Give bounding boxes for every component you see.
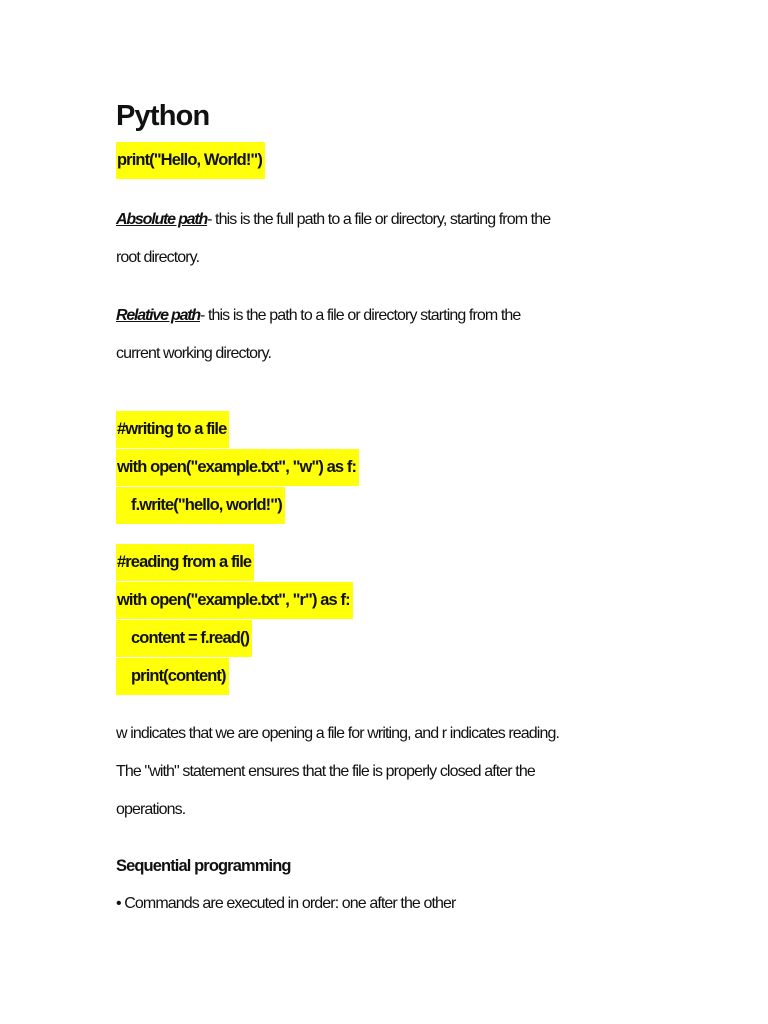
sequential-heading: Sequential programming (116, 857, 291, 875)
print-content-line (116, 658, 229, 695)
hello-code: print("Hello, World!") (116, 142, 265, 179)
read-content-code: content = f.read() (116, 620, 252, 657)
explanation-line-2: The "with" statement ensures that the file is properly closed after the (116, 763, 535, 780)
absolute-path-continuation: root directory. (116, 249, 200, 266)
absolute-path-definition (116, 208, 550, 232)
read-open-line (116, 582, 353, 619)
relative-path-text: - this is the path to a file or directory starting from the (200, 307, 521, 324)
write-open-code: with open("example.txt", "w") as f: (116, 449, 359, 486)
read-comment-line (116, 544, 254, 581)
write-comment-line (116, 411, 229, 448)
write-call-code: f.write("hello, world!") (116, 487, 285, 524)
relative-path-continuation: current working directory. (116, 345, 272, 362)
read-comment: #reading from a file (116, 544, 254, 581)
print-content-code: print(content) (116, 658, 229, 695)
sequential-bullet: • Commands are executed in order: one after the other (116, 895, 456, 912)
absolute-path-text: - this is the full path to a file or directory, starting from the (207, 211, 551, 228)
read-open-code: with open("example.txt", "r") as f: (116, 582, 353, 619)
explanation-line-3: operations. (116, 801, 186, 818)
write-comment: #writing to a file (116, 411, 229, 448)
explanation-line-1: w indicates that we are opening a file for writing, and r indicates reading. (116, 725, 559, 742)
page-title: Python (116, 100, 210, 132)
write-open-line (116, 449, 359, 486)
read-content-line (116, 620, 252, 657)
hello-code-line (116, 142, 265, 179)
write-call-line (116, 487, 285, 524)
relative-path-definition (116, 304, 520, 328)
absolute-path-term: Absolute path (116, 211, 208, 228)
relative-path-term: Relative path (116, 307, 200, 324)
